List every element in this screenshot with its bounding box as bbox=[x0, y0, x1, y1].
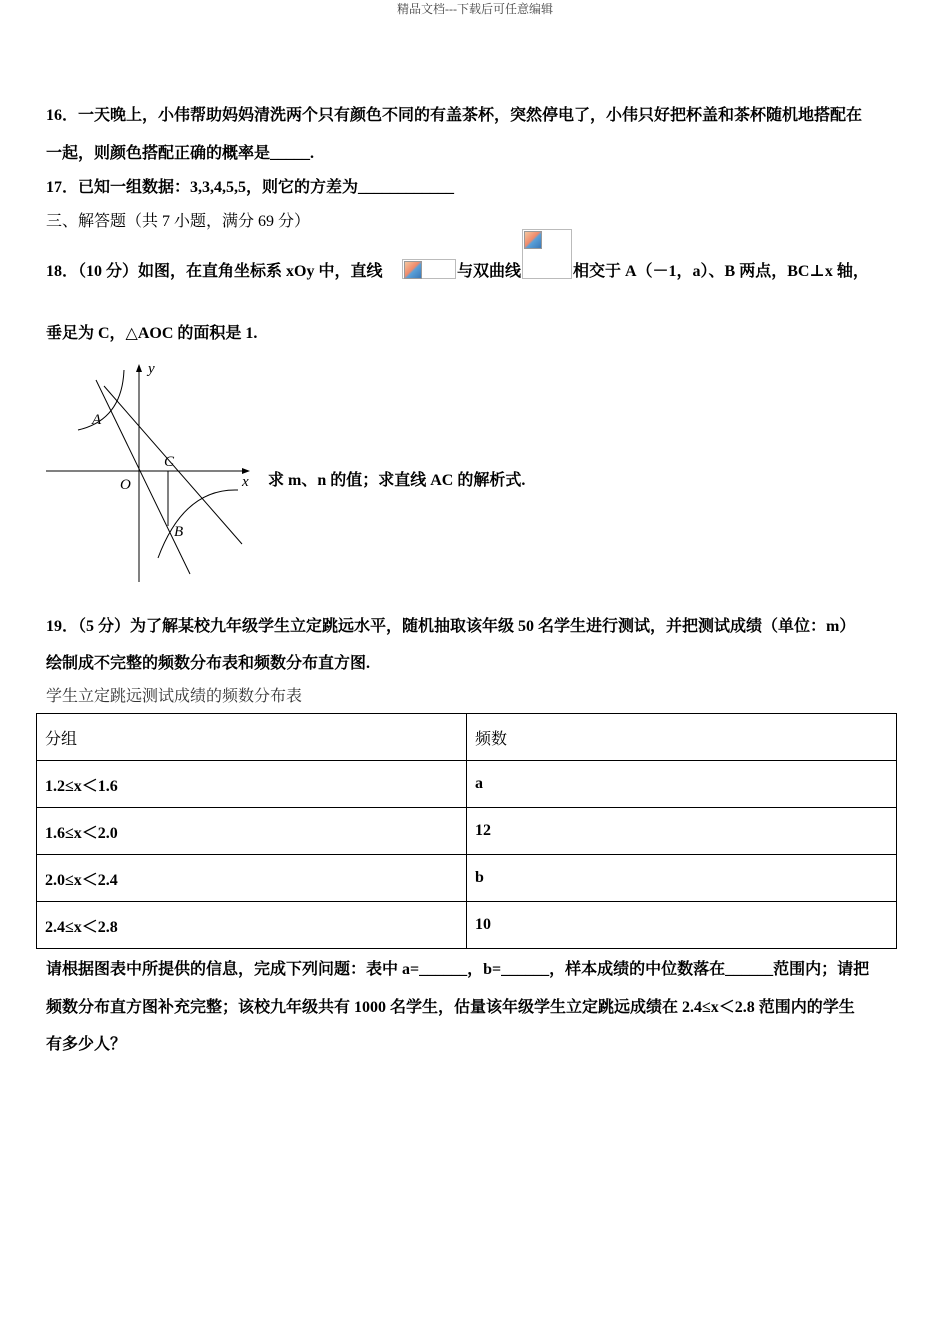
cell-frequency: 10 bbox=[467, 902, 897, 949]
table-row bbox=[37, 761, 897, 808]
cell-group: 2.4≤x＜2.8 bbox=[37, 902, 467, 949]
frequency-table bbox=[36, 713, 897, 949]
label-c: C bbox=[164, 454, 175, 470]
label-y: y bbox=[148, 361, 155, 377]
y-axis-arrow bbox=[136, 364, 142, 372]
line-ab bbox=[96, 380, 190, 574]
header-frequency: 频数 bbox=[467, 714, 897, 761]
q18-graph bbox=[44, 360, 254, 586]
header-group: 分组 bbox=[37, 714, 467, 761]
q18-part1: 18．（10 分）如图，在直角坐标系 xOy 中，直线 bbox=[46, 263, 383, 280]
cell-group: 1.2≤x＜1.6 bbox=[37, 761, 467, 808]
q16-line1: 16．一天晚上，小伟帮助妈妈清洗两个只有颜色不同的有盖茶杯，突然停电了，小伟只好把杯盖和茶杯随机地搭配在 bbox=[46, 107, 863, 124]
broken-image-icon bbox=[524, 231, 542, 249]
q19-line2: 绘制成不完整的频数分布表和频数分布直方图. bbox=[46, 655, 371, 672]
line-formula-image bbox=[402, 259, 456, 279]
q19-after1: 请根据图表中所提供的信息，完成下列问题：表中 a=______，b=______，样本成绩的中位数落在______范围内；请把 bbox=[46, 961, 870, 978]
cell-group: 1.6≤x＜2.0 bbox=[37, 808, 467, 855]
section-3-heading: 三、解答题（共 7 小题，满分 69 分） bbox=[46, 213, 311, 230]
table-row bbox=[37, 902, 897, 949]
label-o: O bbox=[120, 477, 131, 493]
q18-line2: 垂足为 C，△AOC 的面积是 1. bbox=[46, 325, 258, 342]
cell-frequency: 12 bbox=[467, 808, 897, 855]
q17: 17．已知一组数据：3,3,4,5,5，则它的方差为____________ bbox=[46, 179, 455, 196]
table-row bbox=[37, 855, 897, 902]
q18-ask: 求 m、n 的值；求直线 AC 的解析式. bbox=[268, 472, 526, 489]
hyperbola-branch-right bbox=[158, 490, 238, 558]
page-header: 精品文档---下载后可任意编辑 bbox=[397, 2, 553, 16]
table-row bbox=[37, 808, 897, 855]
q16-line2: 一起，则颜色搭配正确的概率是_____. bbox=[46, 145, 315, 162]
label-a: A bbox=[92, 412, 102, 428]
q18-part3: 相交于 A（－1，a）、B 两点，BC⊥x 轴， bbox=[573, 263, 869, 280]
hyperbola-formula-image bbox=[522, 229, 572, 279]
q19-after3: 有多少人？ bbox=[46, 1036, 127, 1053]
cell-frequency: a bbox=[467, 761, 897, 808]
q19-line1: 19．（5 分）为了解某校九年级学生立定跳远水平，随机抽取该年级 50 名学生进行测试，并把测试成绩（单位：m） bbox=[46, 618, 856, 635]
label-x: x bbox=[242, 474, 249, 490]
label-b: B bbox=[174, 524, 184, 540]
cell-group: 2.0≤x＜2.4 bbox=[37, 855, 467, 902]
q19-after2: 频数分布直方图补充完整；该校九年级共有 1000 名学生，估量该年级学生立定跳远成绩在 2.4≤x＜2.8 范围内的学生 bbox=[46, 999, 855, 1016]
cell-frequency: b bbox=[467, 855, 897, 902]
q18-part2: 与双曲线 bbox=[457, 263, 522, 280]
broken-image-icon bbox=[404, 261, 422, 279]
table-header-row bbox=[37, 714, 897, 761]
table-title: 学生立定跳远测试成绩的频数分布表 bbox=[46, 688, 303, 705]
